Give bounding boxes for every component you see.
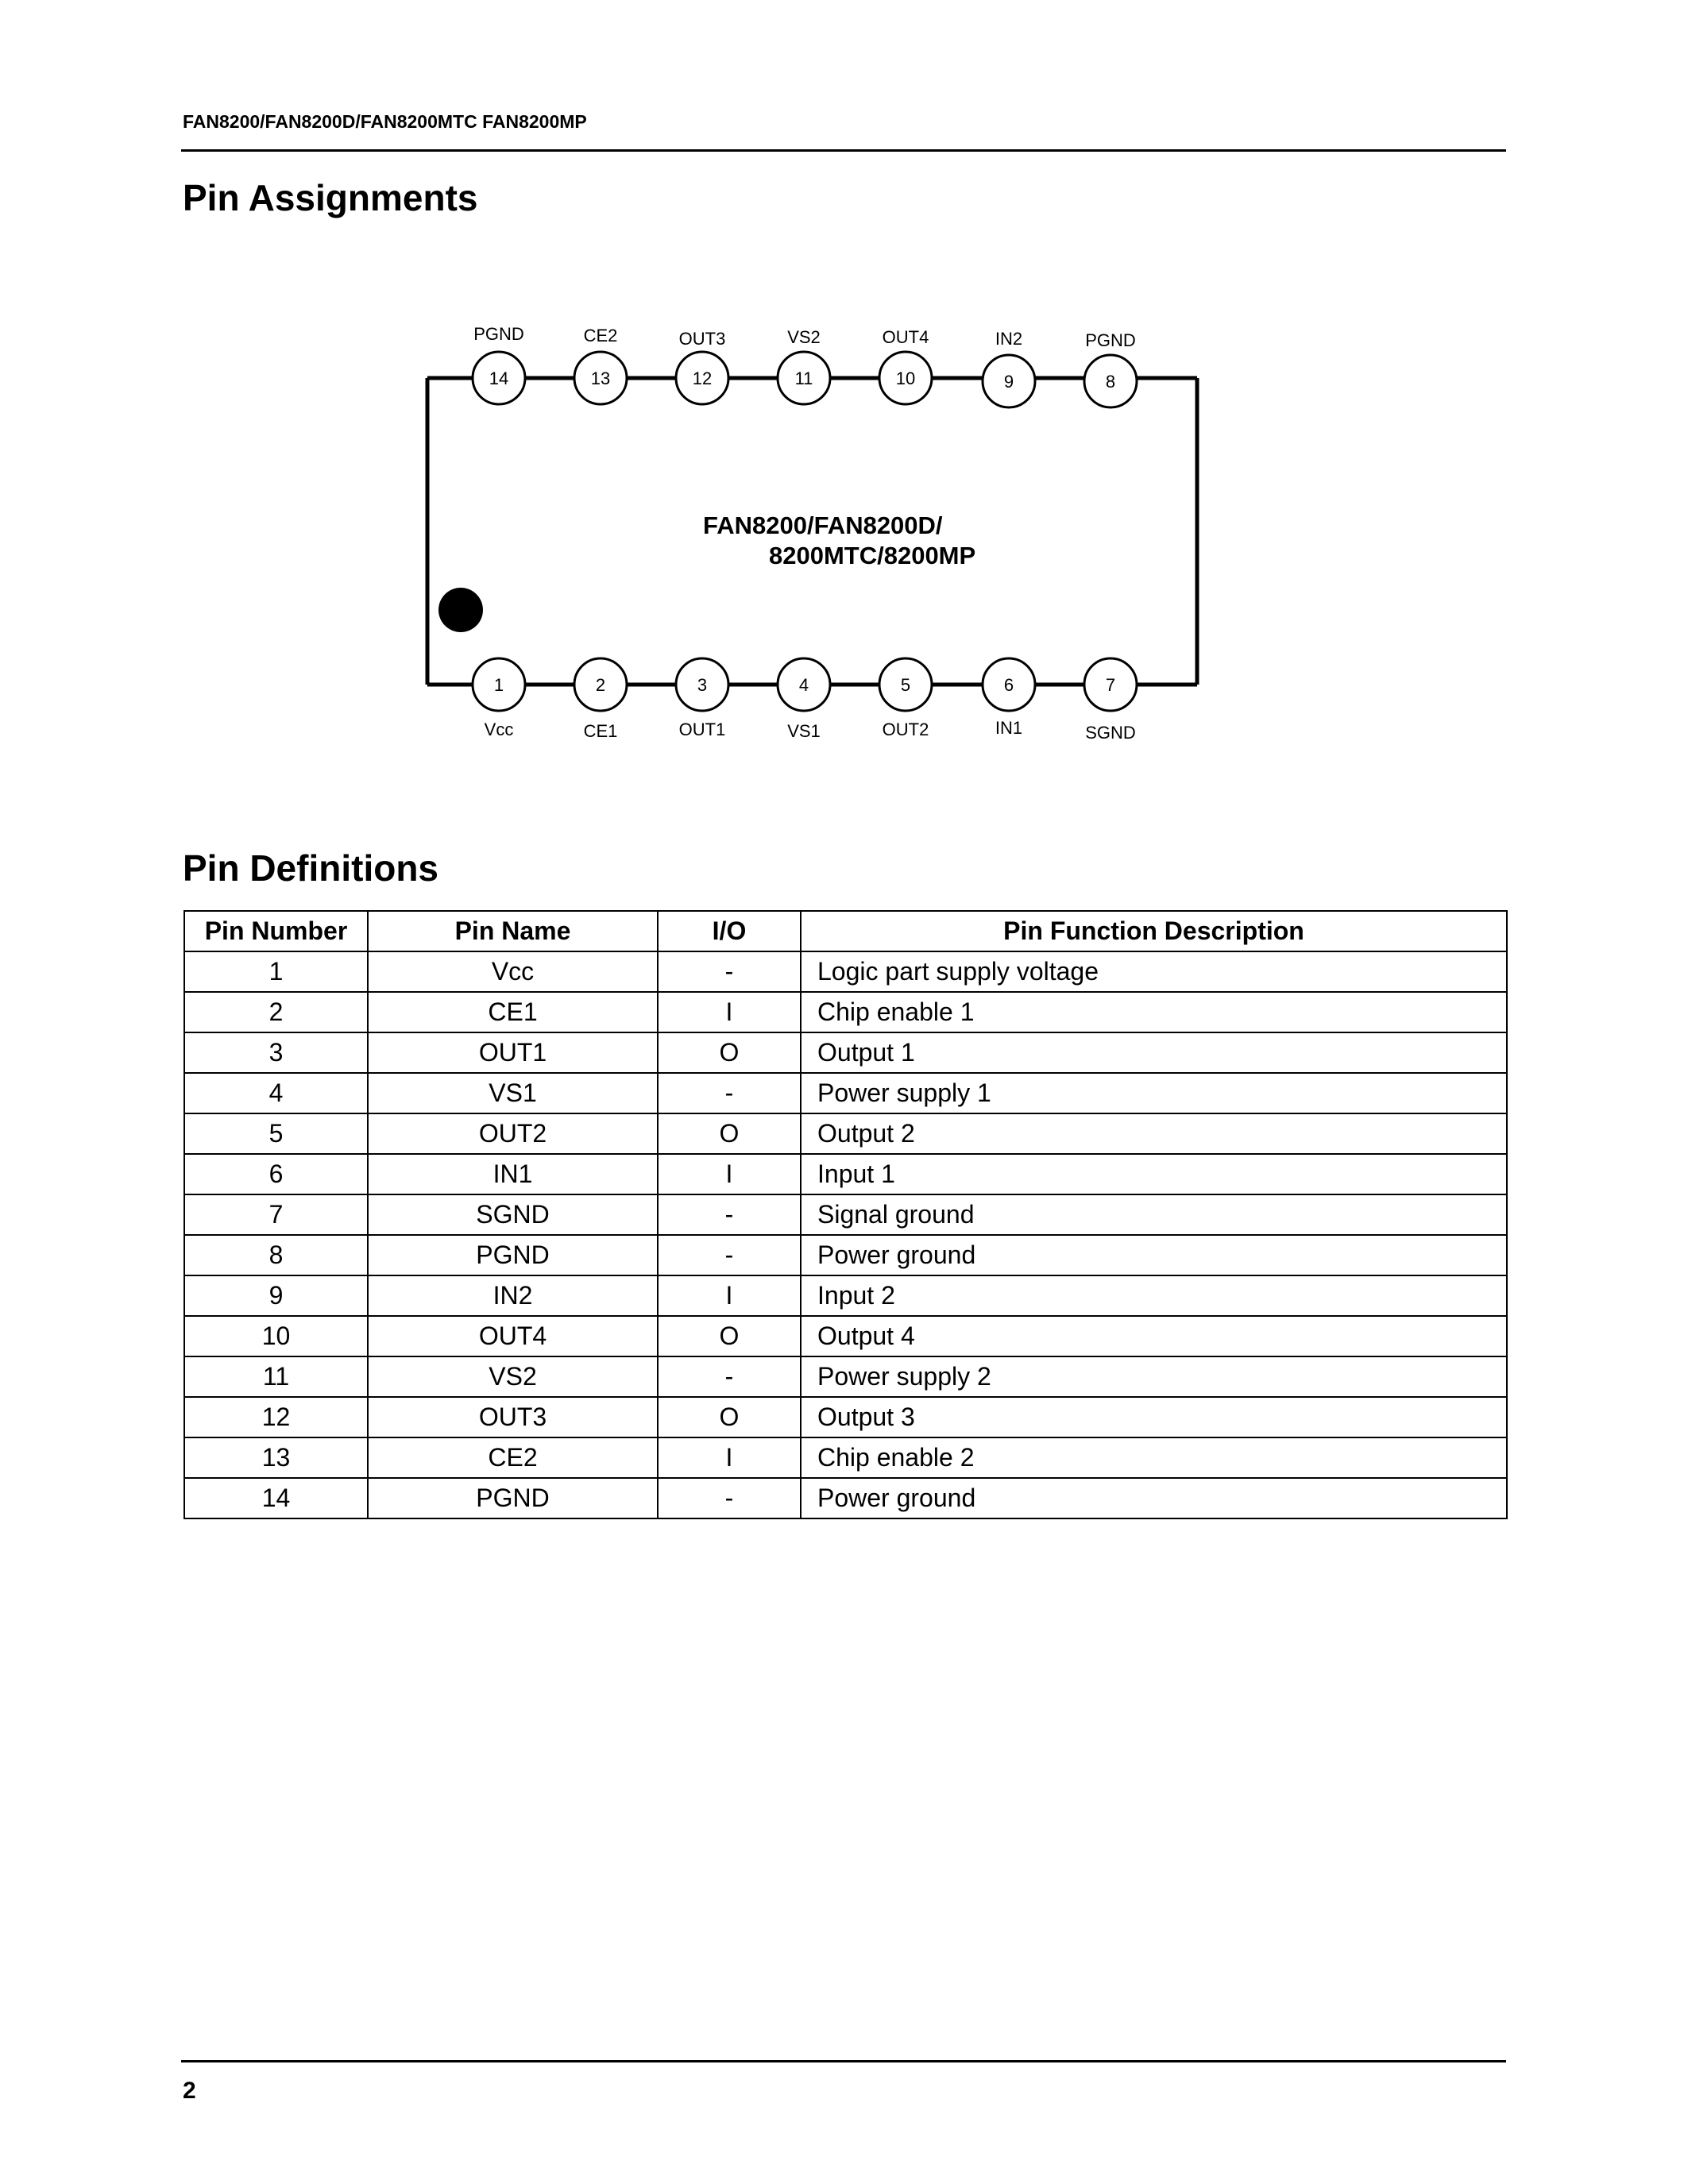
cell-description: Signal ground [801,1194,1507,1235]
cell-io: O [658,1316,801,1356]
table-row [184,1194,1507,1235]
pin-name-label: CE2 [583,326,618,345]
cell-io: - [658,1478,801,1518]
column-header-pin-number: Pin Number [184,911,368,951]
cell-pin-name: OUT4 [368,1316,658,1356]
cell-io: I [658,1437,801,1478]
table-row [184,1113,1507,1154]
cell-pin-number: 8 [184,1235,368,1275]
cell-io: - [658,1073,801,1113]
cell-description: Power ground [801,1478,1507,1518]
cell-pin-name: CE1 [368,992,658,1032]
cell-pin-name: Vcc [368,951,658,992]
pin-number-label: 11 [794,369,813,388]
cell-io: O [658,1032,801,1073]
cell-pin-number: 13 [184,1437,368,1478]
pin-name-label: OUT2 [882,720,929,739]
cell-pin-name: CE2 [368,1437,658,1478]
bottom-pin-row [473,658,1137,743]
pin-number-label: 8 [1105,372,1116,392]
pin-number-label: 10 [895,369,916,388]
cell-pin-name: OUT3 [368,1397,658,1437]
pin-name-label: IN2 [995,329,1023,349]
table-row [184,951,1507,992]
pin-assignment-diagram [397,318,1271,762]
table-row [184,1235,1507,1275]
cell-pin-number: 6 [184,1154,368,1194]
cell-description: Chip enable 1 [801,992,1507,1032]
pin-number-label: 1 [493,675,504,695]
pin-name-label: SGND [1085,723,1136,743]
cell-io: O [658,1397,801,1437]
cell-pin-number: 4 [184,1073,368,1113]
cell-io: - [658,1356,801,1397]
cell-description: Input 2 [801,1275,1507,1316]
pin-number-label: 3 [697,675,708,695]
pin-number-label: 6 [1003,675,1014,695]
cell-pin-name: PGND [368,1478,658,1518]
table-row [184,1154,1507,1194]
pin-definitions-table [183,910,1508,1519]
cell-pin-number: 11 [184,1356,368,1397]
pin-number-label: 12 [692,369,713,388]
cell-description: Logic part supply voltage [801,951,1507,992]
footer-divider [181,2060,1506,2062]
cell-description: Power ground [801,1235,1507,1275]
table-row [184,1275,1507,1316]
table-row [184,1356,1507,1397]
cell-pin-name: IN1 [368,1154,658,1194]
cell-pin-name: VS1 [368,1073,658,1113]
pin-number-label: 13 [590,369,611,388]
header-divider [181,149,1506,152]
top-pin-row [473,324,1137,407]
table-row [184,1073,1507,1113]
column-header-description: Pin Function Description [801,911,1507,951]
cell-pin-name: OUT2 [368,1113,658,1154]
page-number: 2 [183,2078,196,2104]
cell-io: I [658,1275,801,1316]
table-row [184,1316,1507,1356]
cell-description: Power supply 1 [801,1073,1507,1113]
pin-name-label: IN1 [995,718,1023,738]
pin-name-label: OUT4 [882,327,929,347]
table-row [184,1478,1507,1518]
chip-label-line2: 8200MTC/8200MP [769,542,976,569]
pin-number-label: 7 [1105,675,1116,695]
pin-name-label: OUT1 [678,720,726,739]
column-header-io: I/O [658,911,801,951]
pin-definitions-title: Pin Definitions [183,847,438,889]
table-row [184,1032,1507,1073]
cell-pin-number: 10 [184,1316,368,1356]
cell-description: Output 4 [801,1316,1507,1356]
table-body [184,951,1507,1518]
cell-description: Output 1 [801,1032,1507,1073]
table-row [184,992,1507,1032]
pin-number-label: 9 [1003,372,1014,392]
cell-pin-name: OUT1 [368,1032,658,1073]
table-header-row [184,911,1507,951]
chip-package-drawing [397,318,1271,762]
cell-io: I [658,1154,801,1194]
pin-number-label: 4 [798,675,809,695]
cell-pin-name: PGND [368,1235,658,1275]
pin-number-label: 2 [595,675,606,695]
cell-description: Chip enable 2 [801,1437,1507,1478]
pin-name-label: Vcc [484,720,514,739]
cell-io: - [658,1194,801,1235]
cell-pin-number: 3 [184,1032,368,1073]
cell-io: O [658,1113,801,1154]
pin-name-label: VS1 [787,721,821,741]
pin1-orientation-dot [438,588,483,632]
pin-name-label: PGND [473,324,524,344]
chip-label-line1: FAN8200/FAN8200D/ [703,511,943,539]
pin-assignments-title: Pin Assignments [183,177,478,218]
table-row [184,1437,1507,1478]
cell-pin-number: 7 [184,1194,368,1235]
document-header-title: FAN8200/FAN8200D/FAN8200MTC FAN8200MP [183,111,587,132]
cell-pin-number: 5 [184,1113,368,1154]
pin-name-label: VS2 [787,327,821,347]
cell-io: - [658,951,801,992]
pin-number-label: 14 [489,369,509,388]
cell-pin-name: IN2 [368,1275,658,1316]
cell-description: Output 3 [801,1397,1507,1437]
pin-number-label: 5 [900,675,911,695]
cell-pin-number: 14 [184,1478,368,1518]
cell-pin-number: 1 [184,951,368,992]
cell-description: Power supply 2 [801,1356,1507,1397]
cell-io: I [658,992,801,1032]
cell-io: - [658,1235,801,1275]
cell-pin-number: 9 [184,1275,368,1316]
cell-pin-name: VS2 [368,1356,658,1397]
cell-pin-number: 2 [184,992,368,1032]
table-row [184,1397,1507,1437]
cell-description: Input 1 [801,1154,1507,1194]
cell-description: Output 2 [801,1113,1507,1154]
pin-name-label: OUT3 [678,329,726,349]
cell-pin-name: SGND [368,1194,658,1235]
pin-name-label: PGND [1085,330,1136,350]
pin-name-label: CE1 [583,721,618,741]
column-header-pin-name: Pin Name [368,911,658,951]
cell-pin-number: 12 [184,1397,368,1437]
